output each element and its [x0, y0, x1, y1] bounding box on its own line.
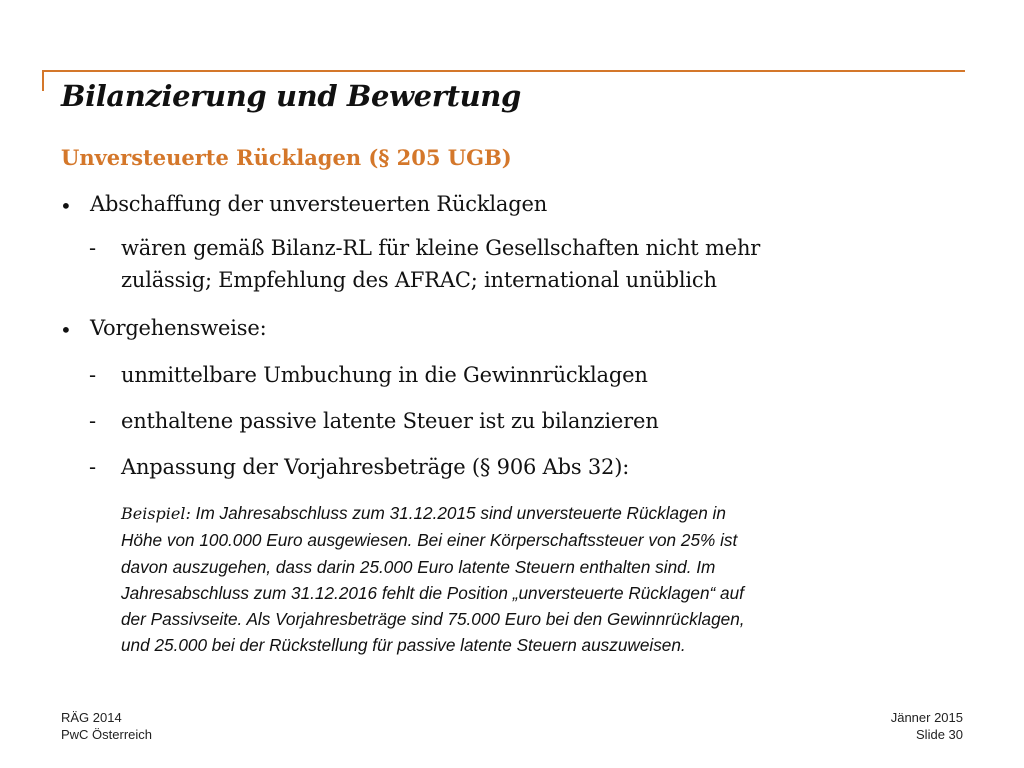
slide-number: Slide 30	[916, 727, 963, 742]
footer-date: Jänner 2015	[890, 710, 963, 725]
example-line: Höhe von 100.000 Euro ausgewiesen. Bei einer Körperschaftssteuer von 25% ist	[121, 530, 738, 551]
example-block	[121, 500, 961, 659]
sub-bullet-text-continued: zulässig; Empfehlung des AFRAC; international unüblich	[121, 268, 717, 292]
example-text: Im Jahresabschluss zum 31.12.2015 sind unversteuerte Rücklagen in	[190, 503, 726, 523]
footer-right	[891, 709, 963, 743]
slide-title: Bilanzierung und Bewertung	[61, 79, 521, 113]
sub-bullet-text: enthaltene passive latente Steuer ist zu bilanzieren	[121, 409, 659, 433]
header-rule-vertical	[42, 70, 44, 91]
example-line: und 25.000 bei der Rückstellung für passive latente Steuern auszuweisen.	[121, 635, 686, 656]
slide-subtitle: Unversteuerte Rücklagen (§ 205 UGB)	[61, 145, 512, 170]
dash-marker: -	[89, 363, 96, 387]
bullet-text: Abschaffung der unversteuerten Rücklagen	[90, 192, 548, 216]
example-line: davon auszugehen, dass darin 25.000 Euro latente Steuern enthalten sind. Im	[121, 556, 716, 577]
footer-company: PwC Österreich	[61, 727, 153, 742]
bullet-marker: •	[60, 194, 72, 218]
footer-left	[61, 709, 152, 743]
dash-marker: -	[89, 409, 96, 433]
sub-bullet-text: Anpassung der Vorjahresbeträge (§ 906 Abs 32):	[121, 455, 630, 479]
header-rule-horizontal	[42, 70, 965, 72]
example-line: Jahresabschluss zum 31.12.2016 fehlt die Position „unversteuerte Rücklagen“ auf	[121, 582, 744, 603]
example-line	[121, 500, 961, 527]
sub-bullet-text: unmittelbare Umbuchung in die Gewinnrücklagen	[121, 363, 648, 387]
bullet-marker: •	[60, 318, 72, 342]
example-label: Beispiel:	[121, 504, 191, 523]
footer-topic: RÄG 2014	[61, 710, 122, 725]
example-line: der Passivseite. Als Vorjahresbeträge sind 75.000 Euro bei den Gewinnrücklagen,	[121, 609, 745, 630]
dash-marker: -	[89, 455, 96, 479]
bullet-text: Vorgehensweise:	[90, 316, 267, 340]
sub-bullet-text: wären gemäß Bilanz-RL für kleine Gesellschaften nicht mehr	[121, 236, 761, 260]
dash-marker: -	[89, 236, 96, 260]
